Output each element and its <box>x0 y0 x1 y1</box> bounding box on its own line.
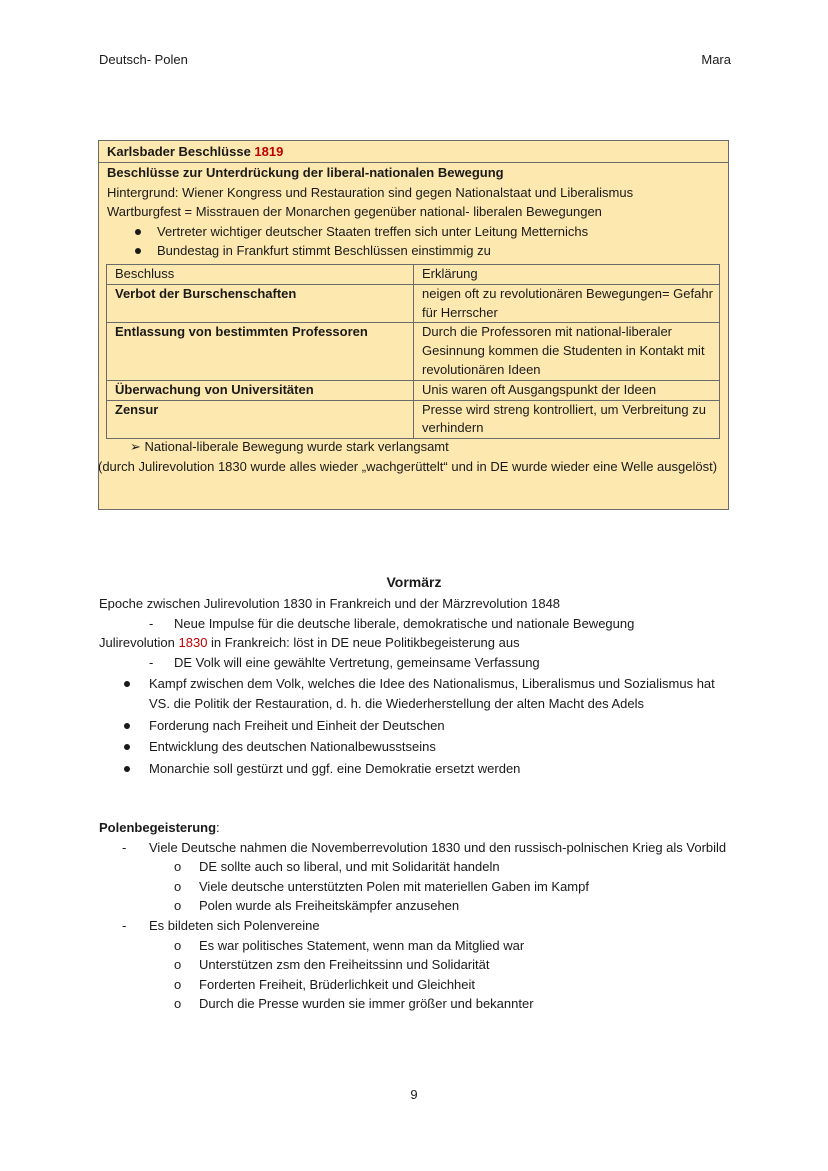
vormaerz-line2-post: in Frankreich: löst in DE neue Politikbegeisterung aus <box>207 635 520 651</box>
dash-icon: - <box>149 615 154 631</box>
table-cell-beschluss: Verbot der Burschenschaften <box>107 284 414 323</box>
polen-sub-text: DE sollte auch so liberal, und mit Solidarität handeln <box>199 859 500 875</box>
circle-bullet-icon: o <box>174 859 182 875</box>
box-body <box>99 163 728 261</box>
polen-heading-line <box>99 818 739 838</box>
table-cell-beschluss: Überwachung von Universitäten <box>107 380 414 400</box>
beschluss-table <box>106 264 720 439</box>
polen-sub-text: Durch die Presse wurden sie immer größer und bekannter <box>199 996 534 1012</box>
polen-dash-item <box>99 838 739 858</box>
polen-heading: Polenbegeisterung <box>99 820 217 835</box>
vormaerz-line1: Epoche zwischen Julirevolution 1830 in Frankreich und der Märzrevolution 1848 <box>99 596 561 611</box>
circle-bullet-icon: o <box>174 878 182 894</box>
circle-bullet-icon: o <box>174 937 182 953</box>
table-row <box>107 380 720 400</box>
table-cell-erklaerung: neigen oft zu revolutionären Bewegungen= Gefahr für Herrscher <box>414 284 720 323</box>
polen-sub-text: Polen wurde als Freiheitskämpfer anzusehen <box>199 898 460 914</box>
box-bullet-item: Bundestag in Frankfurt stimmt Beschlüssen einstimmig zu <box>135 241 720 261</box>
dash-icon: - <box>122 917 127 933</box>
vormaerz-bullet-item: Monarchie soll gestürzt und ggf. eine Demokratie ersetzt werden <box>99 759 739 779</box>
table-row <box>107 323 720 380</box>
vormaerz-dash-item <box>99 653 739 673</box>
polen-sub-text: Es war politisches Statement, wenn man da Mitglied war <box>199 937 525 953</box>
polen-sub-item <box>99 955 739 975</box>
box-bullet-list <box>107 222 720 261</box>
table-cell-erklaerung: Presse wird streng kontrolliert, um Verbreitung zu verhindern <box>414 400 720 439</box>
vormaerz-dash-item <box>99 614 739 634</box>
vormaerz-dash-text: DE Volk will eine gewählte Vertretung, gemeinsame Verfassung <box>174 654 540 670</box>
polen-section <box>99 818 739 1014</box>
polen-item-text: Viele Deutsche nahmen die Novemberrevolution 1830 und den russisch-polnischen Krieg als Vorbild <box>149 839 727 855</box>
dash-icon: - <box>122 839 127 855</box>
polen-item-text: Es bildeten sich Polenvereine <box>149 917 320 933</box>
arrow-line <box>106 437 726 457</box>
box-title <box>99 141 728 163</box>
vormaerz-line2 <box>99 633 739 653</box>
box-title-year: 1819 <box>254 144 284 159</box>
arrow-icon: ➢ <box>130 439 141 454</box>
polen-sub-item <box>99 936 739 956</box>
polen-heading-colon: : <box>216 820 220 835</box>
table-row <box>107 400 720 439</box>
vormaerz-line2-year: 1830 <box>178 635 208 651</box>
table-header-beschluss: Beschluss <box>107 265 414 285</box>
polen-sub-text: Unterstützen zsm den Freiheitssinn und Solidarität <box>199 957 490 973</box>
box-line-hintergrund: Hintergrund: Wiener Kongress und Restauration sind gegen Nationalstaat und Liberalismus <box>107 184 634 200</box>
vormaerz-line2-pre: Julirevolution <box>99 635 179 651</box>
table-row <box>107 284 720 323</box>
polen-sub-item <box>99 857 739 877</box>
vormaerz-section <box>99 594 739 778</box>
circle-bullet-icon: o <box>174 996 182 1012</box>
polen-sub-item <box>99 877 739 897</box>
polen-sub-item <box>99 994 739 1014</box>
vormaerz-bullet-item: Entwicklung des deutschen Nationalbewusstseins <box>99 737 739 757</box>
vormaerz-dash-text: Neue Impulse für die deutsche liberale, demokratische und nationale Bewegung <box>174 615 635 631</box>
polen-sub-item <box>99 896 739 916</box>
box-line-wartburgfest: Wartburgfest = Misstrauen der Monarchen gegenüber national- liberalen Bewegungen <box>107 204 602 220</box>
header-left: Deutsch- Polen <box>99 52 188 67</box>
circle-bullet-icon: o <box>174 898 182 914</box>
table-header-erklaerung: Erklärung <box>414 265 720 285</box>
box-closing: (durch Julirevolution 1830 wurde alles wieder „wachgerüttelt“ und in DE wurde wieder eine Welle ausgelöst) <box>98 458 718 474</box>
box-bullet-item: Vertreter wichtiger deutscher Staaten treffen sich unter Leitung Metternichs <box>135 222 720 242</box>
polen-sub-text: Forderten Freiheit, Brüderlichkeit und Gleichheit <box>199 976 476 992</box>
box-title-text: Karlsbader Beschlüsse <box>107 144 251 159</box>
table-cell-erklaerung: Unis waren oft Ausgangspunkt der Ideen <box>414 380 720 400</box>
polen-sub-text: Viele deutsche unterstützten Polen mit materiellen Gaben im Kampf <box>199 878 589 894</box>
table-cell-beschluss: Zensur <box>107 400 414 439</box>
dash-icon: - <box>149 654 154 670</box>
polen-sub-item <box>99 975 739 995</box>
table-header-row <box>107 265 720 285</box>
box-subtitle: Beschlüsse zur Unterdrückung der liberal-nationalen Bewegung <box>107 165 504 180</box>
vormaerz-bullet-item: Forderung nach Freiheit und Einheit der Deutschen <box>99 716 739 736</box>
arrow-text: National-liberale Bewegung wurde stark verlangsamt <box>144 439 449 454</box>
vormaerz-bullet-item: Kampf zwischen dem Volk, welches die Idee des Nationalismus, Liberalismus und Sozialismus hat VS. die Politik der Restauration, d. h. die Wiederherstellung der alten Macht des Adels <box>99 674 739 713</box>
table-cell-beschluss: Entlassung von bestimmten Professoren <box>107 323 414 380</box>
box-conclusion <box>98 437 726 476</box>
circle-bullet-icon: o <box>174 957 182 973</box>
table-cell-erklaerung: Durch die Professoren mit national-liberaler Gesinnung kommen die Studenten in Kontakt mit revolutionären Ideen <box>414 323 720 380</box>
circle-bullet-icon: o <box>174 976 182 992</box>
vormaerz-heading: Vormärz <box>386 574 442 590</box>
header-right: Mara <box>701 52 731 67</box>
polen-dash-item <box>99 916 739 936</box>
page-number: 9 <box>410 1087 418 1102</box>
